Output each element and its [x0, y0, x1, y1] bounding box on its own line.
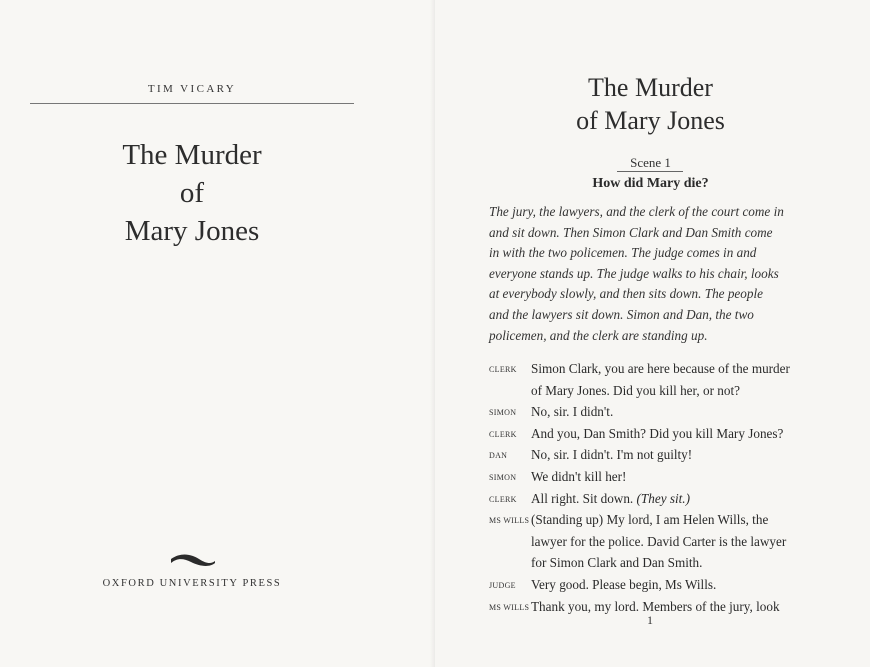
dialogue-line	[489, 466, 834, 488]
speaker-name: DAN	[489, 451, 508, 461]
dialogue-line	[489, 552, 834, 574]
dialogue-line	[489, 488, 834, 510]
publisher-name: OXFORD UNIVERSITY PRESS	[102, 578, 282, 589]
speaker-name	[489, 552, 535, 553]
dialogue-text: Simon Clark, you are here because of the murder	[531, 361, 790, 376]
stage-line: The jury, the lawyers, and the clerk of the court come in	[489, 204, 784, 219]
speaker-name: CLERK	[489, 429, 517, 439]
title-line: Mary Jones	[124, 215, 260, 247]
stage-line: at everybody slowly, and then sits down. The people	[489, 286, 763, 302]
dialogue-text: Very good. Please begin, Ms Wills.	[531, 576, 717, 592]
dialogue-line	[489, 509, 834, 531]
scene-label: Scene 1	[630, 155, 671, 170]
dialogue-text: (Standing up) My lord, I am Helen Wills, the	[531, 512, 769, 528]
dialogue-line	[489, 596, 834, 618]
stage-line: policemen, and the clerk are standing up.	[489, 327, 708, 343]
dialogue-text: We didn't kill her!	[531, 468, 627, 484]
title-rule	[30, 103, 354, 104]
title-line: of	[179, 177, 205, 209]
dialogue-line	[489, 574, 834, 596]
dialogue-line	[489, 423, 834, 445]
dialogue-line	[489, 531, 834, 553]
title-line: The Murder	[588, 73, 713, 102]
speaker-name: CLERK	[489, 365, 517, 374]
speaker-name: JUDGE	[489, 580, 516, 590]
dialogue-text: No, sir. I didn't. I'm not guilty!	[531, 447, 693, 463]
author-name: TIM VICARY	[147, 83, 237, 95]
stage-line: and sit down. Then Simon Clark and Dan Smith come	[489, 224, 773, 240]
dialogue-text: lawyer for the police. David Carter is the lawyer	[531, 533, 787, 549]
page-number: 1	[647, 613, 653, 627]
book-title	[30, 136, 354, 250]
title-line: of Mary Jones	[576, 106, 725, 135]
scene-rule	[617, 171, 683, 172]
title-line: The Murder	[122, 139, 262, 171]
speaker-name: CLERK	[489, 494, 517, 504]
stage-direction-inline: (They sit.)	[636, 490, 690, 506]
dialogue-text: No, sir. I didn't.	[531, 404, 614, 420]
dialogue-text: And you, Dan Smith? Did you kill Mary Jones?	[531, 425, 784, 441]
dialogue-text: for Simon Clark and Dan Smith.	[531, 555, 703, 571]
dialogue-line	[489, 444, 834, 466]
scene-title: How did Mary die?	[592, 176, 709, 191]
stage-directions	[489, 202, 829, 346]
stage-line: and the lawyers sit down. Simon and Dan, the two	[489, 306, 754, 322]
speaker-name: SIMON	[489, 408, 517, 418]
dialogue-text: of Mary Jones. Did you kill her, or not?	[531, 382, 740, 398]
dialogue-text-main: All right. Sit down.	[531, 490, 634, 506]
speaker-name: MS WILLS	[489, 516, 530, 526]
speaker-name: MS WILLS	[489, 602, 530, 612]
oxford-wave-logo-icon	[169, 550, 217, 572]
speaker-name	[489, 380, 535, 381]
speaker-name: SIMON	[489, 472, 517, 482]
dialogue	[489, 358, 834, 617]
dialogue-text: Thank you, my lord. Members of the jury, look	[531, 598, 780, 614]
dialogue-line	[489, 401, 834, 423]
chapter-title	[463, 71, 838, 137]
dialogue-line	[489, 380, 834, 402]
stage-line: everyone stands up. The judge walks to his chair, looks	[489, 265, 779, 281]
dialogue-line	[489, 358, 834, 380]
dialogue-text	[531, 488, 834, 510]
speaker-name	[489, 531, 535, 532]
stage-line: in with the two policemen. The judge comes in and	[489, 245, 757, 261]
